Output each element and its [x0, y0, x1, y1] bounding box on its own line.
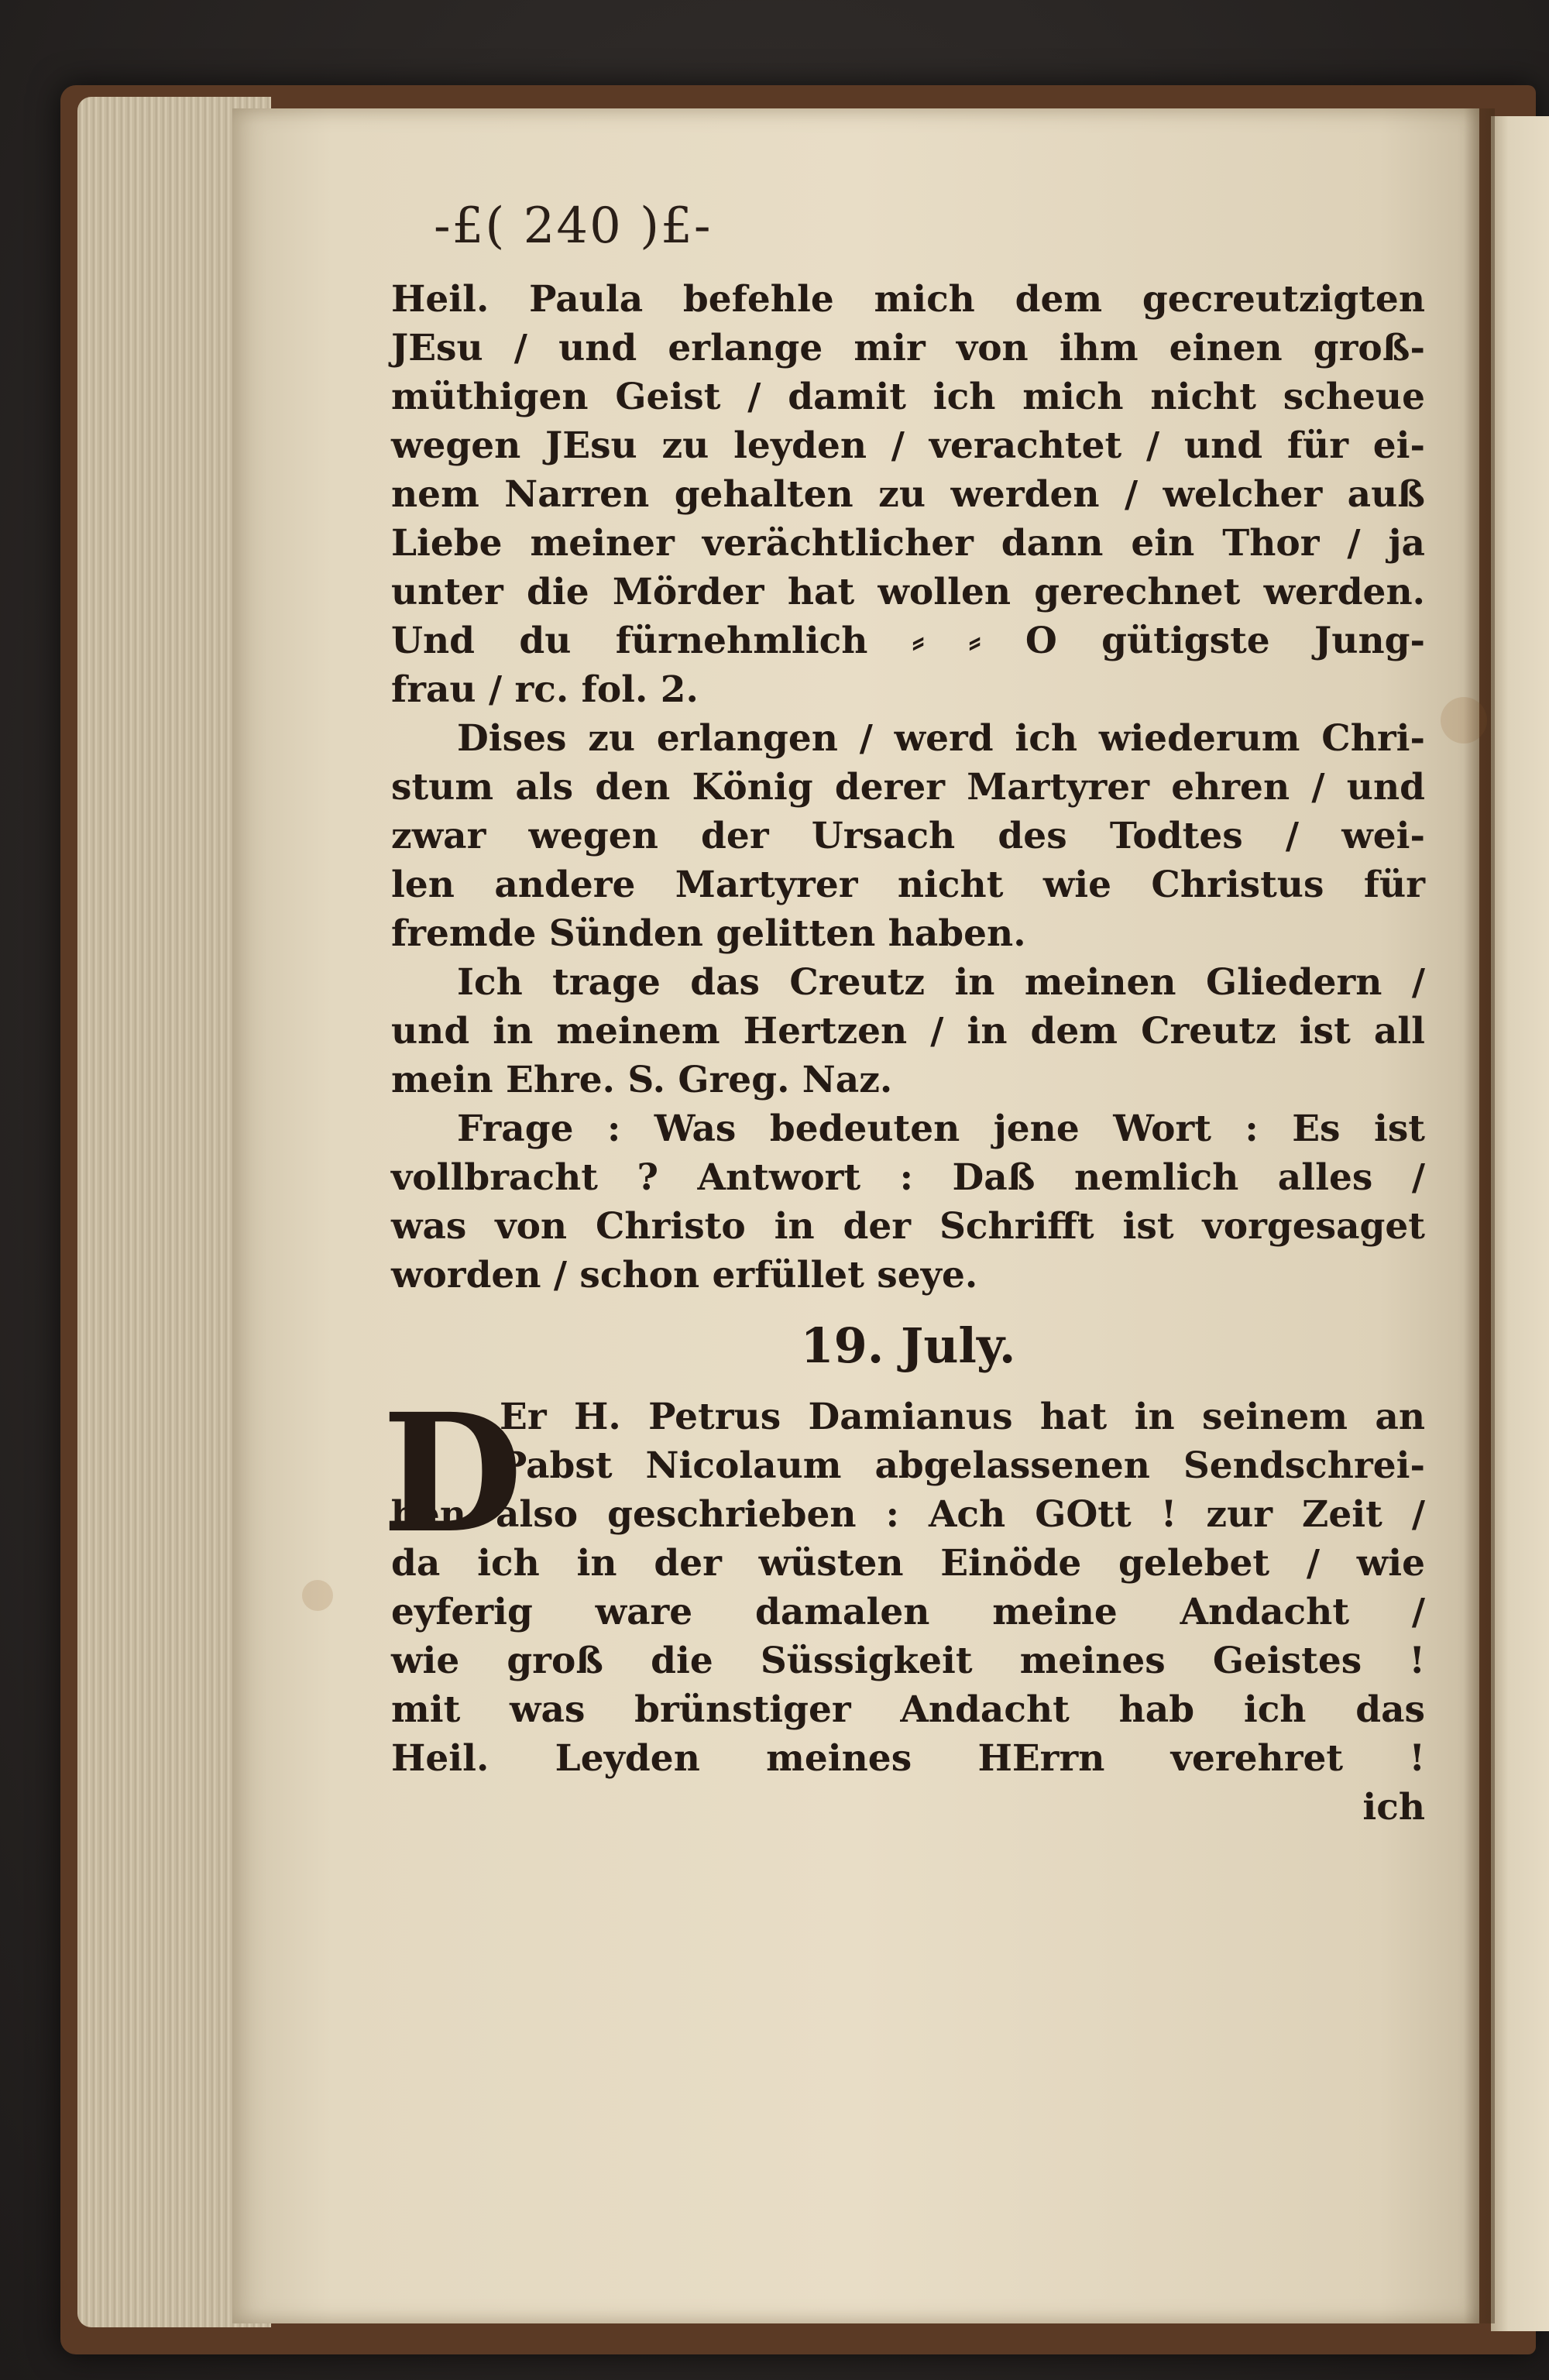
- text-line: worden / schon erfüllet seye.: [391, 1254, 978, 1296]
- text-line: stum als den König derer Martyrer ehren / und: [391, 766, 1425, 809]
- section-date-heading: 19. July.: [800, 1317, 1016, 1374]
- text-line: da ich in der wüsten Einöde gelebet / wie: [391, 1542, 1425, 1585]
- text-line: vollbracht ? Antwort : Daß nemlich alles /: [391, 1156, 1425, 1199]
- text-line: len andere Martyrer nicht wie Christus für: [391, 864, 1425, 906]
- text-line: ben also geschrieben : Ach GOtt ! zur Zeit /: [391, 1493, 1425, 1536]
- text-line: und in meinem Hertzen / in dem Creutz ist all: [391, 1010, 1425, 1053]
- drop-cap: D: [382, 1378, 524, 1569]
- paper-stain: [302, 1580, 333, 1611]
- catchword: ich: [1362, 1786, 1425, 1829]
- text-line: mit was brünstiger Andacht hab ich das: [391, 1688, 1425, 1731]
- page-header: -£( 240 )£-: [434, 197, 713, 255]
- text-line: JEsu / und erlange mir von ihm einen groß-: [391, 327, 1425, 369]
- text-line: eyferig ware damalen meine Andacht /: [391, 1591, 1425, 1633]
- text-line: Heil. Paula befehle mich dem gecreutzigten: [391, 278, 1425, 321]
- text-line: Liebe meiner verächtlicher dann ein Thor / ja: [391, 522, 1425, 565]
- text-line: frau / rc. fol. 2.: [391, 668, 699, 711]
- text-line: Frage : Was bedeuten jene Wort : Es ist: [457, 1108, 1425, 1150]
- text-line: fremde Sünden gelitten haben.: [391, 912, 1026, 955]
- text-line: zwar wegen der Ursach des Todtes / wei-: [391, 815, 1425, 857]
- text-line: mein Ehre. S. Greg. Naz.: [391, 1059, 893, 1101]
- text-line: was von Christo in der Schrifft ist vorgesaget: [391, 1205, 1425, 1248]
- text-line: Heil. Leyden meines HErrn verehret !: [391, 1737, 1425, 1780]
- text-line: Dises zu erlangen / werd ich wiederum Chri-: [457, 717, 1425, 760]
- text-line: Er H. Petrus Damianus hat in seinem an: [500, 1396, 1425, 1438]
- text-line: unter die Mörder hat wollen gerechnet werden.: [391, 571, 1425, 613]
- page-text: [382, 275, 1425, 1832]
- text-line: wegen JEsu zu leyden / verachtet / und für ei-: [391, 424, 1425, 467]
- gutter-shadow: [1464, 108, 1495, 2323]
- text-line: wie groß die Süssigkeit meines Geistes !: [391, 1640, 1425, 1682]
- text-line: Pabst Nicolaum abgelassenen Sendschrei-: [500, 1444, 1425, 1487]
- text-line: Und du fürnehmlich ⸗ ⸗ O gütigste Jung-: [391, 620, 1425, 662]
- text-line: Ich trage das Creutz in meinen Gliedern /: [457, 961, 1425, 1004]
- text-line: nem Narren gehalten zu werden / welcher auß: [391, 473, 1425, 516]
- text-line: müthigen Geist / damit ich mich nicht scheue: [391, 376, 1425, 418]
- facing-page: [1491, 116, 1549, 2331]
